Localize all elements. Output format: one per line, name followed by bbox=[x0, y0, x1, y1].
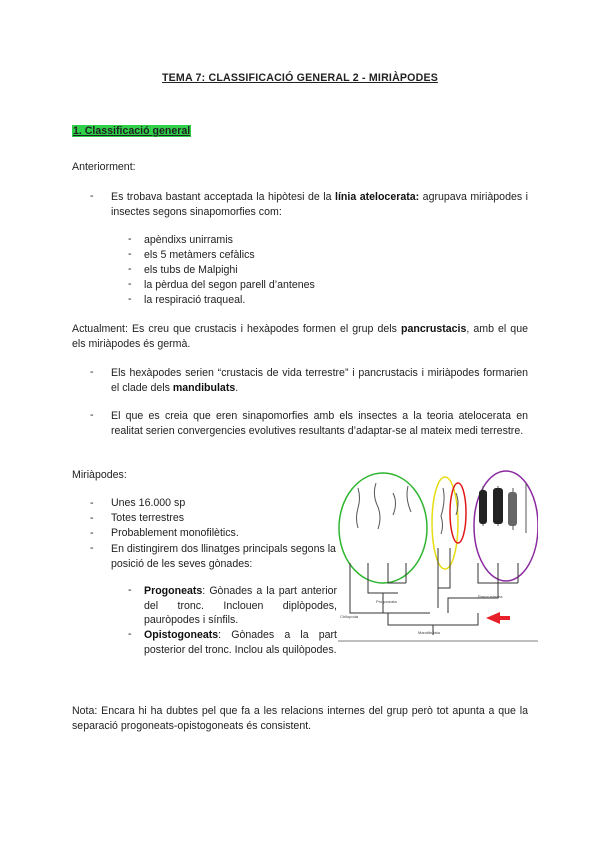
fact-monophyletic: Probablement monofilètics. bbox=[111, 527, 239, 539]
insect-sketches bbox=[479, 488, 517, 526]
bullet-convergencies: El que es creia que eren sinapomorfies amb els insectes a la teoria atelocerata en realitat serien convergencies evolutives resultants d’adaptar-se al mateix medi terrestre. bbox=[111, 410, 528, 437]
svg-text:Progoneata: Progoneata bbox=[376, 599, 397, 604]
sub-dash: - bbox=[128, 628, 132, 640]
sub-dash: - bbox=[128, 278, 132, 290]
bullet-dash: - bbox=[90, 497, 94, 509]
sub-dash: - bbox=[128, 248, 132, 260]
bullet-mandibulats: Els hexàpodes serien “crustacis de vida terrestre” i pancrustacis i miriàpodes formarien el clade dels mandibulats. bbox=[111, 367, 528, 394]
fact-species: Unes 16.000 sp bbox=[111, 497, 186, 509]
fact-terrestrial: Totes terrestres bbox=[111, 512, 185, 524]
bullet-dash: - bbox=[90, 190, 94, 202]
nota-paragraph: Nota: Encara hi ha dubtes pel que fa a les relacions internes del grup però tot apunta a que la separació progoneats-opistogoneats és consistent. bbox=[72, 705, 528, 732]
sub-dash: - bbox=[128, 233, 132, 245]
synapomorphy-item: els tubs de Malpighi bbox=[144, 264, 238, 276]
bullet-atelocerata: Es trobava bastant acceptada la hipòtesi de la línia atelocerata: agrupava miriàpodes i insectes segons sinapomorfies com: bbox=[111, 191, 528, 218]
page-title: TEMA 7: CLASSIFICACIÓ GENERAL 2 - MIRIÀPODES bbox=[161, 72, 439, 84]
progoneats-item: Progoneats: Gònades a la part anterior del tronc. Inclouen diplòpodes, pauròpodes i sínfils. bbox=[144, 585, 337, 627]
bullet-dash: - bbox=[90, 527, 94, 539]
section-heading: 1. Classificació general bbox=[73, 125, 191, 137]
synapomorphy-item: la pèrdua del segon parell d’antenes bbox=[144, 279, 315, 291]
bullet-dash: - bbox=[90, 366, 94, 378]
bullet-dash: - bbox=[90, 512, 94, 524]
bullet-dash: - bbox=[90, 542, 94, 554]
sub-dash: - bbox=[128, 263, 132, 275]
svg-text:Mandibulata: Mandibulata bbox=[418, 630, 440, 635]
actualment-paragraph: Actualment: Es creu que crustacis i hexàpodes formen el grup dels pancrustacis, amb el que els miriàpodes és germà. bbox=[72, 323, 528, 350]
bullet-dash: - bbox=[90, 409, 94, 421]
sub-dash: - bbox=[128, 584, 132, 596]
opistogoneats-item: Opistogoneats: Gònades a la part posterior del tronc. Inclou als quilòpodes. bbox=[144, 629, 337, 656]
sub-dash: - bbox=[128, 293, 132, 305]
synapomorphy-item: la respiració traqueal. bbox=[144, 294, 246, 306]
anteriorment-label: Anteriorment: bbox=[72, 161, 136, 173]
fact-lineages: En distingirem dos llinatges principals segons la posició de les seves gònades: bbox=[111, 543, 336, 570]
phylogeny-figure bbox=[338, 468, 538, 646]
svg-text:Chilopoda: Chilopoda bbox=[340, 614, 359, 619]
synapomorphy-item: els 5 metàmers cefàlics bbox=[144, 249, 255, 261]
svg-text:Pancrustacea: Pancrustacea bbox=[478, 594, 503, 599]
synapomorphy-item: apèndixs unirramis bbox=[144, 234, 233, 246]
miriapodes-label: Miriàpodes: bbox=[72, 469, 127, 481]
